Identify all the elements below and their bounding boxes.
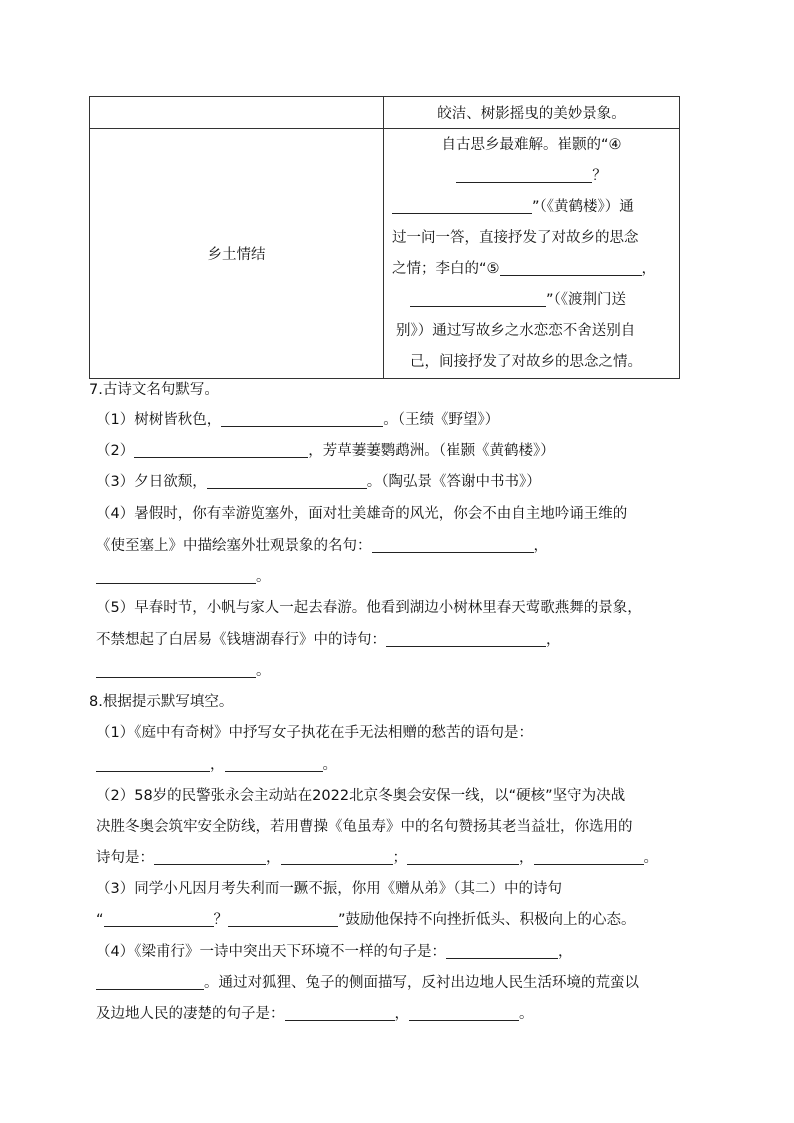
question-7-item-1: （1）树树皆秋色， 。（王绩《野望》）	[96, 412, 500, 428]
question-7-item-5-line-2: 不禁想起了白居易《钱塘湖春行》中的诗句： ，	[96, 632, 561, 648]
question-7-title: 7.古诗文名句默写。	[89, 382, 219, 398]
question-8-item-2-line-3: 诗句是： ， ； ， 。	[96, 850, 658, 866]
answer-blank[interactable]	[154, 849, 266, 865]
answer-blank[interactable]	[281, 849, 393, 865]
cell-line: 别》）通过写故乡之水恋恋不舍送别自	[396, 322, 636, 339]
answer-blank[interactable]	[409, 1005, 519, 1021]
answer-blank[interactable]	[410, 290, 546, 307]
table-cell-category: 乡土情结	[90, 129, 384, 379]
answer-blank[interactable]	[207, 473, 367, 489]
answer-blank[interactable]	[500, 259, 642, 276]
answer-blank[interactable]	[456, 166, 592, 183]
cell-line: 自古思乡最难解。崔颢的“④	[441, 136, 622, 153]
table-cell-content	[384, 129, 680, 379]
question-8-title: 8.根据提示默写填空。	[89, 694, 234, 710]
answer-blank[interactable]	[134, 442, 308, 458]
cell-line: ？	[392, 161, 671, 192]
question-7-item-5-line-3: 。	[96, 661, 706, 681]
cell-line: ”（《渡荆门送	[392, 285, 671, 316]
table-row	[90, 129, 680, 379]
answer-blank[interactable]	[392, 197, 532, 214]
info-table	[89, 96, 680, 379]
table-cell-right: 皎洁、树影摇曳的美妙景象。	[384, 97, 680, 129]
question-7-item-4-line-2: 《使至塞上》中描绘塞外壮观景象的名句： ，	[96, 538, 548, 554]
question-8-item-3-line-2: “ ？ ”鼓励他保持不向挫折低头、积极向上的心态。	[96, 912, 636, 928]
question-8-item-4-line-1: （4）《梁甫行》一诗中突出天下环境不一样的句子是： ，	[96, 944, 573, 960]
question-8-item-1-line-1: （1）《庭中有奇树》中抒写女子执花在手无法相赠的愁苦的语句是：	[96, 725, 533, 741]
question-8-item-1-line-2: ， 。	[96, 755, 706, 775]
question-7-item-4-line-1: （4）暑假时，你有幸游览塞外，面对壮美雄奇的风光，你会不由自主地吟诵王维的	[96, 506, 628, 522]
answer-blank[interactable]	[446, 943, 558, 959]
answer-blank[interactable]	[96, 974, 204, 990]
question-7-item-3: （3）夕日欲颓， 。（陶弘景《答谢中书书》）	[96, 474, 541, 490]
question-7-item-5-line-1: （5）早春时节，小帆与家人一起去春游。他看到湖边小树林里春天莺歌燕舞的景象，	[96, 600, 642, 616]
answer-blank[interactable]	[285, 1005, 395, 1021]
question-7-item-2: （2） ，芳草萋萋鹦鹉洲。（崔颢《黄鹤楼》）	[96, 443, 555, 459]
answer-blank[interactable]	[407, 849, 519, 865]
question-8-item-2-line-2: 决胜冬奥会筑牢安全防线，若用曹操《龟虽寿》中的名句赞扬其老当益壮，你选用的	[96, 819, 633, 835]
cell-line: ”（《黄鹤楼》）通	[392, 192, 671, 223]
answer-blank[interactable]	[96, 662, 256, 678]
cell-line: 己，间接抒发了对故乡的思念之情。	[410, 353, 642, 370]
answer-blank[interactable]	[534, 849, 644, 865]
answer-blank[interactable]	[221, 411, 383, 427]
question-8-item-4-line-3: 及边地人民的凄楚的句子是： ， 。	[96, 1006, 534, 1022]
table-row	[90, 97, 680, 129]
table-cell-left	[90, 97, 384, 129]
answer-blank[interactable]	[96, 756, 210, 772]
answer-blank[interactable]	[104, 911, 214, 927]
answer-blank[interactable]	[225, 756, 323, 772]
cell-line: 之情；李白的“⑤ ，	[392, 260, 657, 277]
question-7-item-4-line-3: 。	[96, 567, 706, 587]
answer-blank[interactable]	[372, 537, 534, 553]
question-8-item-2-line-1: （2）58岁的民警张永会主动站在2022北京冬奥会安保一线，以“硬核”坚守为决战	[96, 788, 626, 804]
question-8-item-4-line-2: 。通过对狐狸、兔子的侧面描写，反衬出边地人民生活环境的荒蛮以	[96, 973, 706, 993]
answer-blank[interactable]	[228, 911, 338, 927]
answer-blank[interactable]	[96, 568, 256, 584]
cell-line: 过一问一答，直接抒发了对故乡的思念	[392, 229, 639, 246]
answer-blank[interactable]	[386, 631, 546, 647]
question-8-item-3-line-1: （3）同学小凡因月考失利而一蹶不振，你用《赠从弟》（其二）中的诗句	[96, 881, 562, 897]
